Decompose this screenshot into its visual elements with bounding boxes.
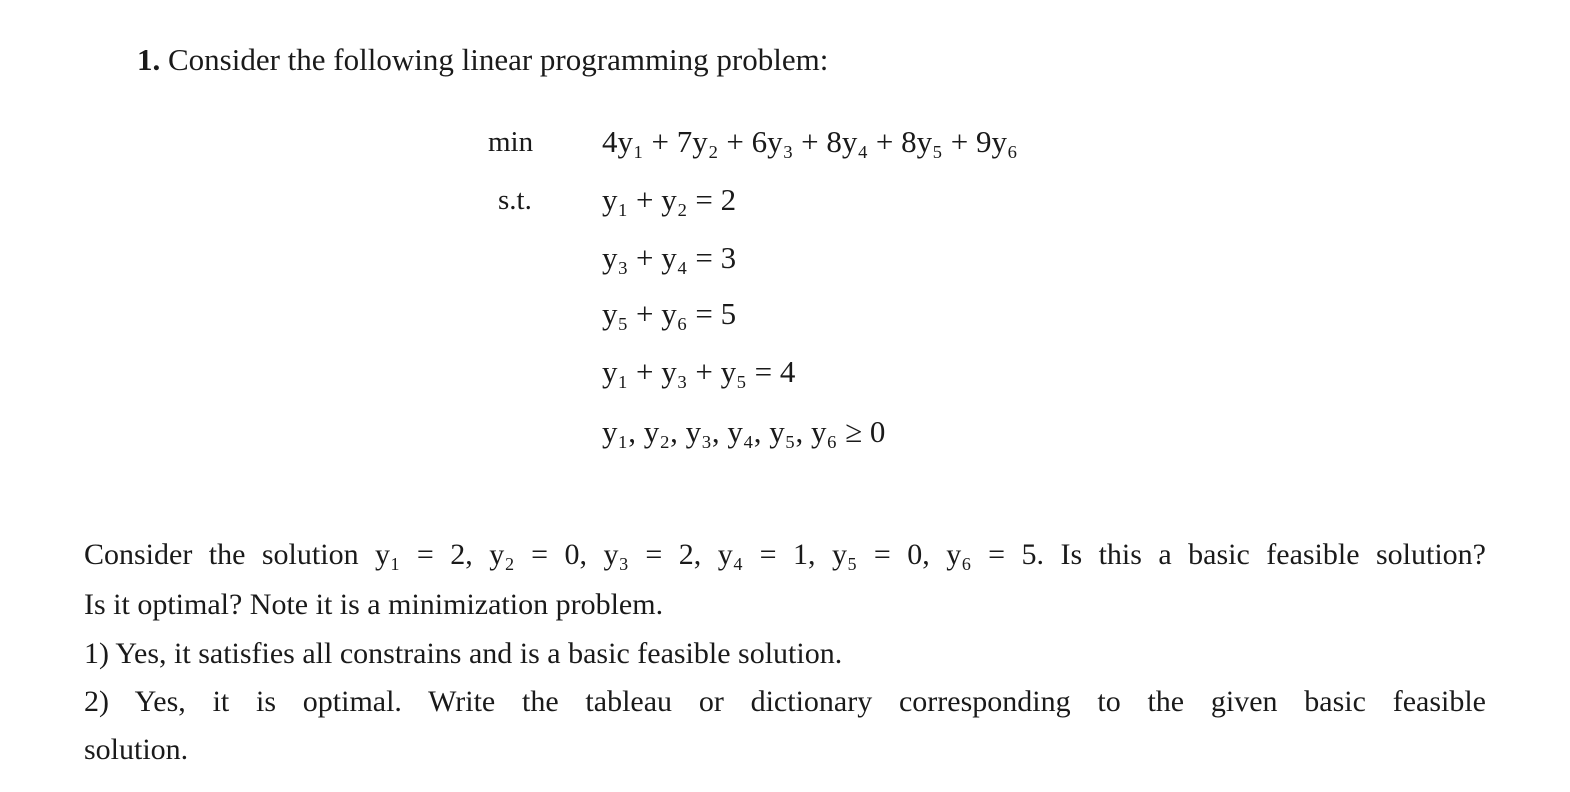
answer-2-line-2: solution. bbox=[84, 733, 189, 766]
constraints-label: s.t. bbox=[498, 184, 532, 216]
optimality-question: Is it optimal? Note it is a minimization problem. bbox=[84, 588, 664, 621]
objective-label: min bbox=[488, 126, 534, 158]
constraint-4: y₁ + y₃ + y₅ = 4 bbox=[602, 354, 796, 389]
nonnegativity-constraint: y₁, y₂, y₃, y₄, y₅, y₆ ≥ 0 bbox=[602, 414, 886, 449]
constraint-3: y₅ + y₆ = 5 bbox=[602, 296, 737, 331]
answer-1: 1) Yes, it satisfies all constrains and is a basic feasible solution. bbox=[84, 637, 843, 670]
question-number: 1. bbox=[137, 42, 161, 77]
constraint-1: y₁ + y₂ = 2 bbox=[602, 182, 737, 217]
question-prompt: Consider the following linear programming problem: bbox=[168, 42, 829, 77]
answer-2-line-1: 2) Yes, it is optimal. Write the tableau or dictionary corresponding to the given basic feasible bbox=[84, 685, 1486, 718]
solution-statement: Consider the solution y₁ = 2, y₂ = 0, y₃ = 2, y₄ = 1, y₅ = 0, y₆ = 5. Is this a basic feasible solution? bbox=[84, 538, 1486, 571]
question-heading bbox=[137, 42, 828, 78]
constraint-2: y₃ + y₄ = 3 bbox=[602, 240, 737, 275]
objective-function: 4y₁ + 7y₂ + 6y₃ + 8y₄ + 8y₅ + 9y₆ bbox=[602, 124, 1018, 159]
